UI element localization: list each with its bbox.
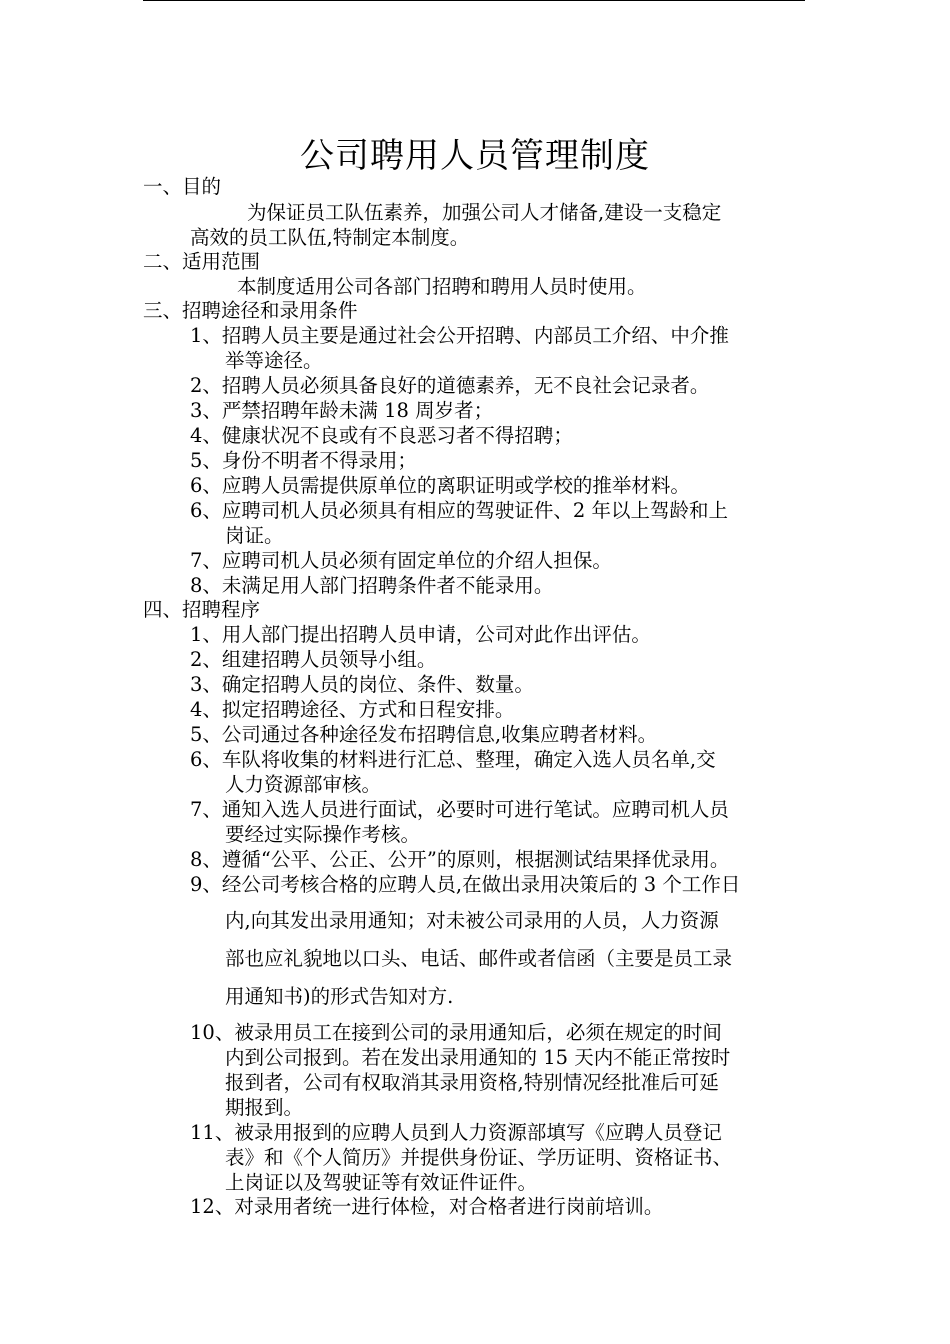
section-heading-scope: 二、适用范围 <box>143 250 261 273</box>
section-heading-procedure: 四、招聘程序 <box>143 598 261 621</box>
list-item: 11、被录用报到的应聘人员到人力资源部填写《应聘人员登记 <box>190 1121 722 1144</box>
list-item-continuation: 岗证。 <box>225 524 284 547</box>
list-item: 10、被录用员工在接到公司的录用通知后，必须在规定的时间 <box>190 1021 722 1044</box>
list-item-continuation: 内,向其发出录用通知；对未被公司录用的人员，人力资源 <box>225 909 719 932</box>
list-item: 6、应聘司机人员必须具有相应的驾驶证件、2 年以上驾龄和上 <box>190 499 729 522</box>
list-item: 3、确定招聘人员的岗位、条件、数量。 <box>190 673 534 696</box>
list-item: 6、车队将收集的材料进行汇总、整理，确定入选人员名单,交 <box>190 748 716 771</box>
paragraph-line: 为保证员工队伍素养，加强公司人才储备,建设一支稳定 <box>247 201 722 224</box>
section-heading-purpose: 一、目的 <box>143 175 222 198</box>
list-item: 1、招聘人员主要是通过社会公开招聘、内部员工介绍、中介推 <box>190 324 729 347</box>
list-item-continuation: 举等途径。 <box>225 349 323 372</box>
list-item-continuation: 部也应礼貌地以口头、电话、邮件或者信函（主要是员工录 <box>225 947 733 970</box>
paragraph-line: 本制度适用公司各部门招聘和聘用人员时使用。 <box>237 275 647 298</box>
top-rule <box>143 0 805 1</box>
list-item: 5、公司通过各种途径发布招聘信息,收集应聘者材料。 <box>190 723 658 746</box>
list-item: 4、拟定招聘途径、方式和日程安排。 <box>190 698 515 721</box>
list-item-continuation: 内到公司报到。若在发出录用通知的 15 天内不能正常按时 <box>225 1046 731 1069</box>
list-item-continuation: 上岗证以及驾驶证等有效证件证件。 <box>225 1171 538 1194</box>
list-item: 8、未满足用人部门招聘条件者不能录用。 <box>190 574 554 597</box>
list-item: 12、对录用者统一进行体检，对合格者进行岗前培训。 <box>190 1195 664 1218</box>
list-item: 7、应聘司机人员必须有固定单位的介绍人担保。 <box>190 549 612 572</box>
list-item: 4、健康状况不良或有不良恶习者不得招聘； <box>190 424 573 447</box>
paragraph-line: 高效的员工队伍,特制定本制度。 <box>190 226 470 249</box>
list-item-continuation: 期报到。 <box>225 1096 304 1119</box>
list-item: 7、通知入选人员进行面试，必要时可进行笔试。应聘司机人员 <box>190 798 729 821</box>
list-item: 6、应聘人员需提供原单位的离职证明或学校的推举材料。 <box>190 474 690 497</box>
list-item: 8、遵循“公平、公正、公开”的原则，根据测试结果择优录用。 <box>190 848 730 871</box>
list-item-continuation: 要经过实际操作考核。 <box>225 823 421 846</box>
list-item-continuation: 表》和《个人简历》并提供身份证、学历证明、资格证书、 <box>225 1146 733 1169</box>
list-item: 2、组建招聘人员领导小组。 <box>190 648 437 671</box>
list-item: 2、招聘人员必须具备良好的道德素养，无不良社会记录者。 <box>190 374 710 397</box>
list-item: 9、经公司考核合格的应聘人员,在做出录用决策后的 3 个工作日 <box>190 873 741 896</box>
list-item: 1、用人部门提出招聘人员申请，公司对此作出评估。 <box>190 623 651 646</box>
list-item-continuation: 用通知书)的形式告知对方. <box>225 985 454 1008</box>
list-item: 5、身份不明者不得录用； <box>190 449 417 472</box>
section-heading-channels: 三、招聘途径和录用条件 <box>143 299 358 322</box>
list-item-continuation: 人力资源部审核。 <box>225 773 382 796</box>
list-item-continuation: 报到者，公司有权取消其录用资格,特别情况经批准后可延 <box>225 1071 719 1094</box>
list-item: 3、严禁招聘年龄未满 18 周岁者； <box>190 399 494 422</box>
document-title: 公司聘用人员管理制度 <box>300 136 650 176</box>
